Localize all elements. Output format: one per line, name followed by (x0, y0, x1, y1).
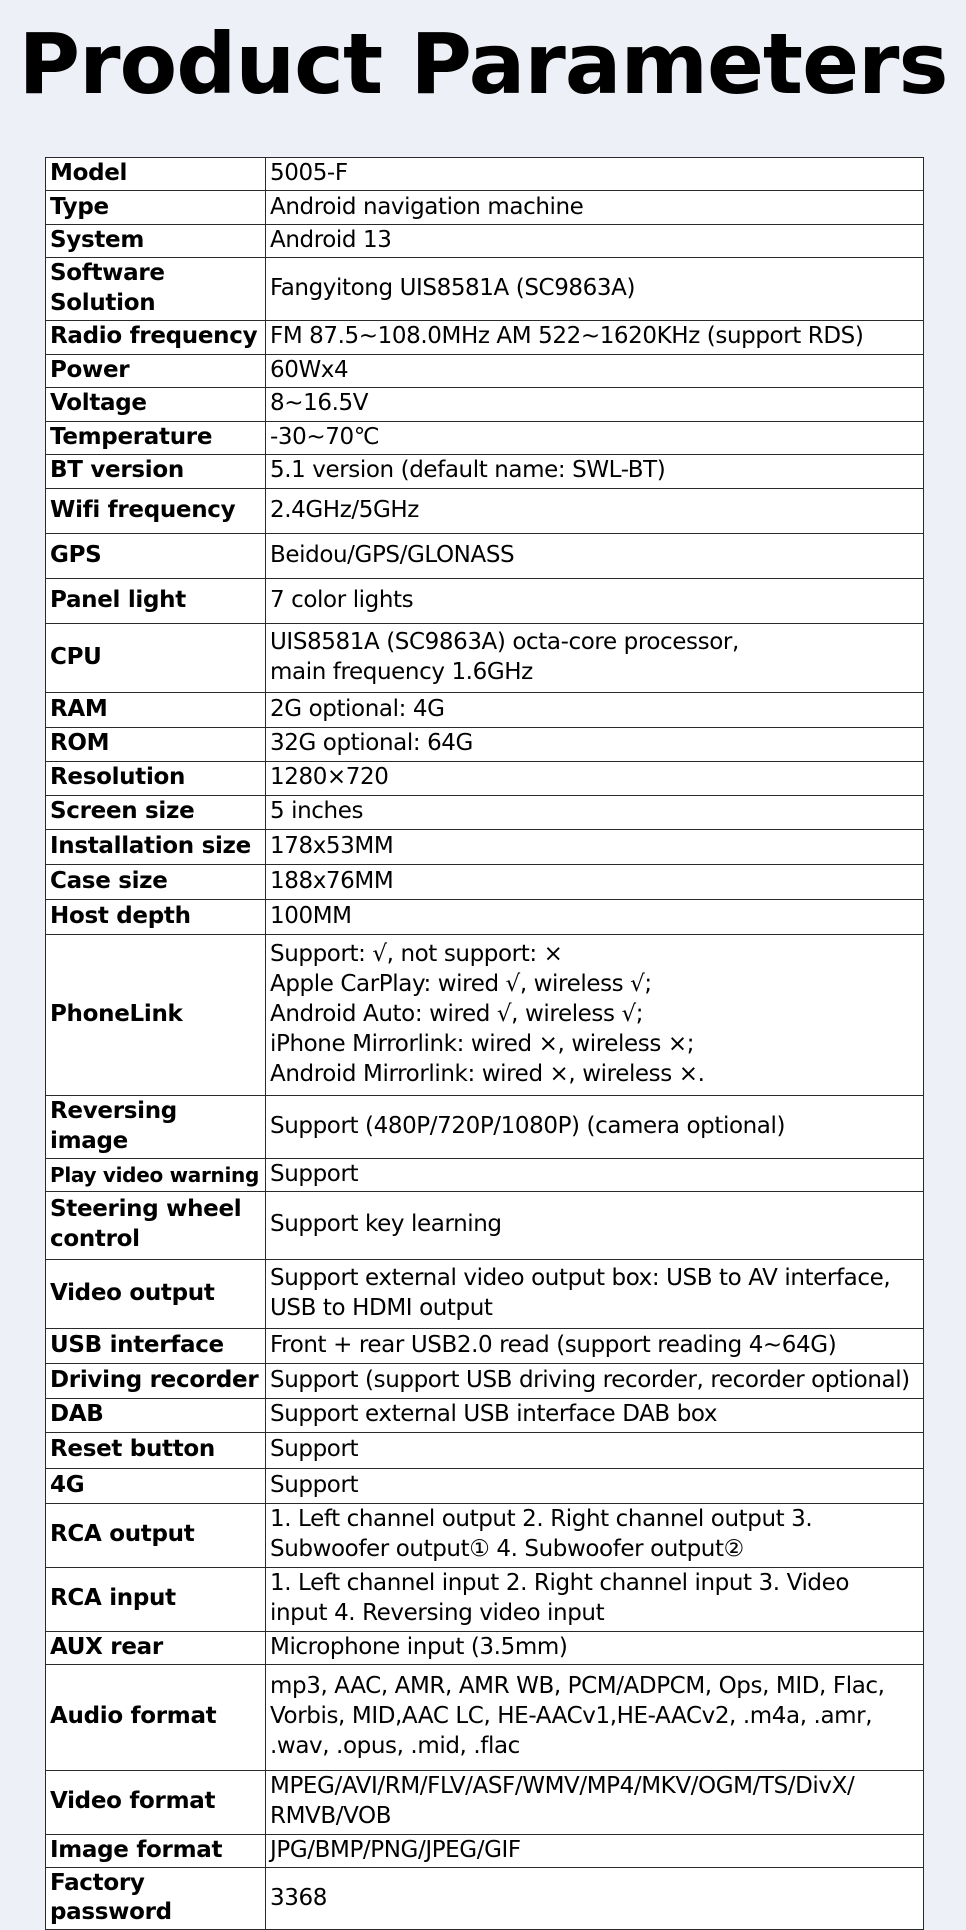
spec-value (266, 1095, 924, 1158)
spec-value-line: 1. Left channel output 2. Right channel output 3. (270, 1506, 813, 1533)
spec-value-line: 188x76MM (270, 867, 394, 894)
page-title: Product Parameters (18, 15, 948, 113)
spec-label: AUX rear (46, 1631, 266, 1664)
spec-label: 4G (46, 1468, 266, 1503)
spec-value (266, 1503, 924, 1567)
spec-value-line: RMVB/VOB (270, 1803, 392, 1830)
spec-row (46, 1432, 924, 1468)
spec-value (266, 1867, 924, 1930)
spec-value (266, 1567, 924, 1631)
spec-value (266, 727, 924, 761)
spec-value (266, 1432, 924, 1468)
spec-row (46, 1328, 924, 1363)
spec-value-line: FM 87.5~108.0MHz AM 522~1620KHz (support RDS) (270, 323, 864, 350)
spec-label: RCA input (46, 1567, 266, 1631)
spec-row (46, 1834, 924, 1867)
spec-label: PhoneLink (46, 934, 266, 1095)
spec-label: Power (46, 354, 266, 387)
spec-value (266, 1328, 924, 1363)
spec-row (46, 1770, 924, 1834)
spec-row (46, 1867, 924, 1930)
spec-value (266, 899, 924, 934)
spec-value-line: Support external USB interface DAB box (270, 1401, 718, 1428)
spec-label: RCA output (46, 1503, 266, 1567)
spec-label: Driving recorder (46, 1363, 266, 1398)
spec-value-line: iPhone Mirrorlink: wired ×, wireless ×; (270, 1030, 695, 1057)
spec-row (46, 727, 924, 761)
spec-value-line: 2G optional: 4G (270, 695, 445, 722)
spec-value-line: main frequency 1.6GHz (270, 658, 533, 685)
spec-label: Installation size (46, 829, 266, 864)
spec-value (266, 1398, 924, 1432)
spec-value (266, 387, 924, 421)
spec-row (46, 454, 924, 488)
spec-value (266, 1468, 924, 1503)
spec-table (45, 157, 924, 1930)
spec-value-line: MPEG/AVI/RM/FLV/ASF/WMV/MP4/MKV/OGM/TS/DivX/ (270, 1773, 855, 1800)
spec-row (46, 421, 924, 454)
spec-value-line: Support (270, 1160, 359, 1187)
spec-value (266, 1191, 924, 1259)
spec-value-line: Beidou/GPS/GLONASS (270, 541, 515, 568)
spec-value-line: 60Wx4 (270, 356, 349, 383)
spec-label: ROM (46, 727, 266, 761)
spec-value-line: Microphone input (3.5mm) (270, 1633, 568, 1660)
spec-label: Temperature (46, 421, 266, 454)
spec-row (46, 864, 924, 899)
spec-value (266, 934, 924, 1095)
spec-value-line: 1280×720 (270, 764, 389, 791)
spec-value-line: 5.1 version (default name: SWL-BT) (270, 457, 666, 484)
spec-value-line: 5005-F (270, 160, 348, 187)
spec-label: Reset button (46, 1432, 266, 1468)
spec-value (266, 191, 924, 225)
spec-label: Voltage (46, 387, 266, 421)
spec-row (46, 387, 924, 421)
spec-row (46, 829, 924, 864)
spec-value-line: 1. Left channel input 2. Right channel input 3. Video (270, 1570, 850, 1597)
spec-value-line: Fangyitong UIS8581A (SC9863A) (270, 274, 636, 301)
spec-value (266, 454, 924, 488)
spec-label: Host depth (46, 899, 266, 934)
spec-label: Play video warning (46, 1158, 266, 1191)
spec-value-line: Apple CarPlay: wired √, wireless √; (270, 970, 652, 997)
spec-value-line: UIS8581A (SC9863A) octa-core processor, (270, 628, 739, 655)
spec-label: GPS (46, 533, 266, 578)
spec-value (266, 488, 924, 533)
spec-row (46, 1095, 924, 1158)
spec-label: Radio frequency (46, 320, 266, 354)
spec-value-line: JPG/BMP/PNG/JPEG/GIF (270, 1836, 521, 1863)
spec-value (266, 258, 924, 321)
spec-label: Software Solution (46, 258, 266, 321)
spec-value-line: Subwoofer output① 4. Subwoofer output② (270, 1536, 744, 1563)
spec-value (266, 1158, 924, 1191)
spec-row (46, 320, 924, 354)
spec-row (46, 1503, 924, 1567)
spec-value-line: Support key learning (270, 1211, 502, 1238)
spec-row (46, 1191, 924, 1259)
spec-value-line: 7 color lights (270, 586, 414, 613)
spec-label: DAB (46, 1398, 266, 1432)
spec-value-line: Support external video output box: USB to AV interface, (270, 1264, 891, 1291)
spec-value-line: .wav, .opus, .mid, .flac (270, 1733, 520, 1759)
spec-label: Image format (46, 1834, 266, 1867)
spec-label: BT version (46, 454, 266, 488)
spec-label: Resolution (46, 761, 266, 795)
spec-row (46, 578, 924, 623)
spec-label: CPU (46, 623, 266, 692)
spec-label: Case size (46, 864, 266, 899)
spec-value (266, 829, 924, 864)
spec-label: RAM (46, 692, 266, 727)
spec-label: Video format (46, 1770, 266, 1834)
spec-label: Panel light (46, 578, 266, 623)
spec-label: Model (46, 158, 266, 191)
spec-row (46, 623, 924, 692)
spec-label: Video output (46, 1259, 266, 1328)
spec-value-line: Support (support USB driving recorder, recorder optional) (270, 1366, 910, 1393)
spec-row (46, 1398, 924, 1432)
spec-row (46, 1631, 924, 1664)
spec-value-line: Support (270, 1436, 359, 1463)
spec-value-line: Android Mirrorlink: wired ×, wireless ×. (270, 1060, 705, 1087)
spec-value-line: Vorbis, MID,AAC LC, HE-AACv1,HE-AACv2, .m4a, .amr, (270, 1703, 873, 1730)
spec-value-line: 8~16.5V (270, 390, 369, 417)
spec-value-line: Android Auto: wired √, wireless √; (270, 1000, 644, 1027)
spec-value (266, 158, 924, 191)
spec-value (266, 1770, 924, 1834)
spec-label: USB interface (46, 1328, 266, 1363)
spec-value-line: Android 13 (270, 227, 392, 254)
spec-value (266, 1664, 924, 1770)
spec-row (46, 899, 924, 934)
spec-value-line: input 4. Reversing video input (270, 1600, 605, 1627)
spec-value-line: Front + rear USB2.0 read (support reading 4~64G) (270, 1331, 837, 1358)
spec-value-line: Support: √, not support: × (270, 941, 563, 968)
spec-value-line: 178x53MM (270, 832, 394, 859)
spec-row (46, 488, 924, 533)
spec-value (266, 1259, 924, 1328)
spec-value-line: 5 inches (270, 798, 364, 825)
spec-row (46, 354, 924, 387)
spec-row (46, 1468, 924, 1503)
spec-value (266, 354, 924, 387)
spec-label: System (46, 225, 266, 258)
spec-row (46, 225, 924, 258)
spec-row (46, 1664, 924, 1770)
spec-label: Factory password (46, 1867, 266, 1930)
spec-table-body (46, 158, 924, 1930)
spec-value-line: Support (480P/720P/1080P) (camera optional) (270, 1112, 786, 1139)
spec-row (46, 692, 924, 727)
spec-label: Type (46, 191, 266, 225)
spec-value (266, 1631, 924, 1664)
spec-row (46, 1363, 924, 1398)
spec-row (46, 1259, 924, 1328)
spec-label: Wifi frequency (46, 488, 266, 533)
spec-row (46, 191, 924, 225)
spec-value-line: 100MM (270, 902, 352, 929)
spec-value (266, 623, 924, 692)
spec-value (266, 533, 924, 578)
spec-value (266, 225, 924, 258)
spec-row (46, 158, 924, 191)
spec-value (266, 578, 924, 623)
spec-value (266, 421, 924, 454)
spec-row (46, 533, 924, 578)
spec-value-line: Android navigation machine (270, 193, 584, 220)
spec-label: Reversing image (46, 1095, 266, 1158)
spec-value-line: -30~70℃ (270, 423, 380, 450)
spec-value (266, 761, 924, 795)
spec-label: Steering wheel control (46, 1191, 266, 1259)
spec-value-line: 3368 (270, 1884, 327, 1911)
spec-row (46, 258, 924, 321)
spec-value (266, 320, 924, 354)
spec-row (46, 1567, 924, 1631)
spec-row (46, 761, 924, 795)
spec-row (46, 1158, 924, 1191)
spec-row (46, 795, 924, 829)
spec-value (266, 692, 924, 727)
spec-value (266, 864, 924, 899)
spec-value (266, 1834, 924, 1867)
spec-label: Audio format (46, 1664, 266, 1770)
spec-value-line: mp3, AAC, AMR, AMR WB, PCM/ADPCM, Ops, MID, Flac, (270, 1673, 885, 1700)
spec-value (266, 1363, 924, 1398)
spec-value-line: USB to HDMI output (270, 1294, 493, 1321)
spec-label: Screen size (46, 795, 266, 829)
spec-value-line: Support (270, 1471, 359, 1498)
spec-value (266, 795, 924, 829)
spec-value-line: 2.4GHz/5GHz (270, 496, 419, 523)
spec-value-line: 32G optional: 64G (270, 730, 473, 757)
spec-row (46, 934, 924, 1095)
